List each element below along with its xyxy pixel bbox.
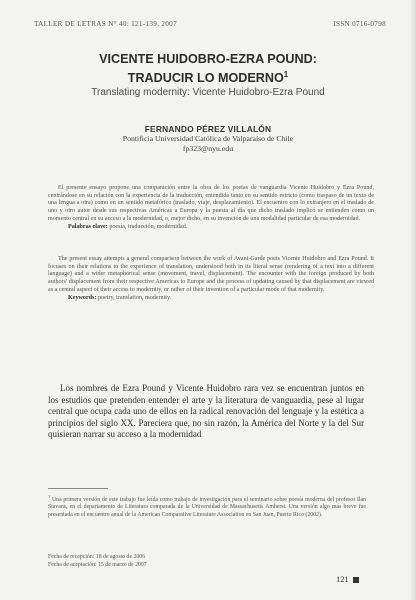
journal-citation: TALLER DE LETRAS N° 40: 121-139, 2007	[34, 20, 177, 28]
title-line-1: VICENTE HUIDOBRO-EZRA POUND:	[99, 52, 317, 66]
footnote-text: Una primera versión de este trabajo fue leída como trabajo de investigación para el seminario sobre poesía moderna del profesor Ilan Stavans, en el departamento de Literatura comparada de la Universidad de Massachusetts Amherst. Una versión algo más breve fue presentada en el encuentro anual de la American Comparative Literature Association en San Juan, Puerto Rico (2002).	[48, 496, 366, 518]
keywords-english	[48, 295, 374, 303]
issn: ISSN 0716-0798	[333, 20, 386, 28]
body-paragraph: Los nombres de Ezra Pound y Vicente Huidobro rara vez se encuentran juntos en los estudios que pretenden entender el arte y la literatura de vanguardia, pese al lugar central que ocupa cada uno de ellos en la radical renovación del lenguaje y la estética a principios del siglo XX. Pareciera que, no sin razón, la América del Norte y la del Sur quisieran narrar su acceso a la modernidad	[48, 383, 364, 440]
abstract-spanish-text: El presente ensayo propone una comparación entre la obra de los poetas de vanguardia Vicente Huidobro y Ezra Pound, centrándose en su relación con la experiencia de la traducción, entendida tanto en su sentido estricto (como traspaso de un texto de una lengua a otra) como en un sentido metafórico (traslado, viaje, desplazamiento). El encuentro con lo extranjero en el traslado de uno y otro autor desde sus respectivas Américas a Europa y la puesta al día que dicho traslado implicó se entienden como un momento central en su acceso a la modernidad, o, mejor dicho, en su invención de una modalidad particular de esa modernidad.	[48, 185, 374, 222]
keywords-english-list: poetry, translation, modernity.	[97, 294, 172, 301]
footnote-divider	[48, 488, 108, 489]
keywords-spanish-label: Palabras clave:	[68, 223, 108, 230]
footnote-paragraph	[48, 493, 366, 519]
keywords-spanish-list: poesía, traducción, modernidad.	[109, 223, 188, 230]
keywords-english-label: Keywords:	[68, 294, 97, 301]
running-head	[34, 20, 386, 28]
date-received: Fecha de recepción: 18 de agosto de 2006	[48, 554, 146, 560]
body-text	[48, 383, 364, 441]
title-footnote-mark: 1	[283, 70, 289, 79]
abstract-english-text: The present essay attempts a general comparison between the work of Avant-Garde poets Vicente Huidobro and Ezra Pound. It focuses on their relations to the experience of translation, understood both in its literal sense (rendering of a text into a different language) and a wider metaphorical sense (movement, travel, displacement). The encounter with the foreign produced by both authors' displacement from their respective Americas to Europe and the process of updating caused by that displacement are viewed as a central aspect of their access to modernity, or rather of their invention of a particular mode of that modernity.	[48, 256, 374, 293]
date-accepted: Fecha de aceptación: 15 de marzo de 2007	[48, 561, 147, 568]
author-affiliation: Pontificia Universidad Católica de Valparaíso de Chile	[122, 134, 294, 143]
title-line-2: TRADUCIR LO MODERNO	[127, 71, 284, 86]
page-number-block	[336, 575, 359, 584]
article-subtitle: Translating modernity: Vicente Huidobro-Ezra Pound	[91, 87, 325, 99]
square-marker-icon	[353, 577, 359, 583]
author-email: fp323@nyu.edu	[182, 144, 234, 153]
abstract-english	[48, 256, 374, 302]
author-block	[0, 124, 416, 154]
submission-dates	[48, 554, 147, 569]
footnote-mark: 1	[48, 494, 51, 499]
article-title	[0, 52, 416, 86]
abstract-spanish	[48, 185, 374, 231]
author-name: FERNANDO PÉREZ VILLALÓN	[144, 124, 272, 134]
page-number: 121	[336, 575, 349, 584]
title-block	[0, 52, 416, 98]
keywords-spanish	[48, 224, 374, 232]
footnote	[48, 493, 366, 519]
